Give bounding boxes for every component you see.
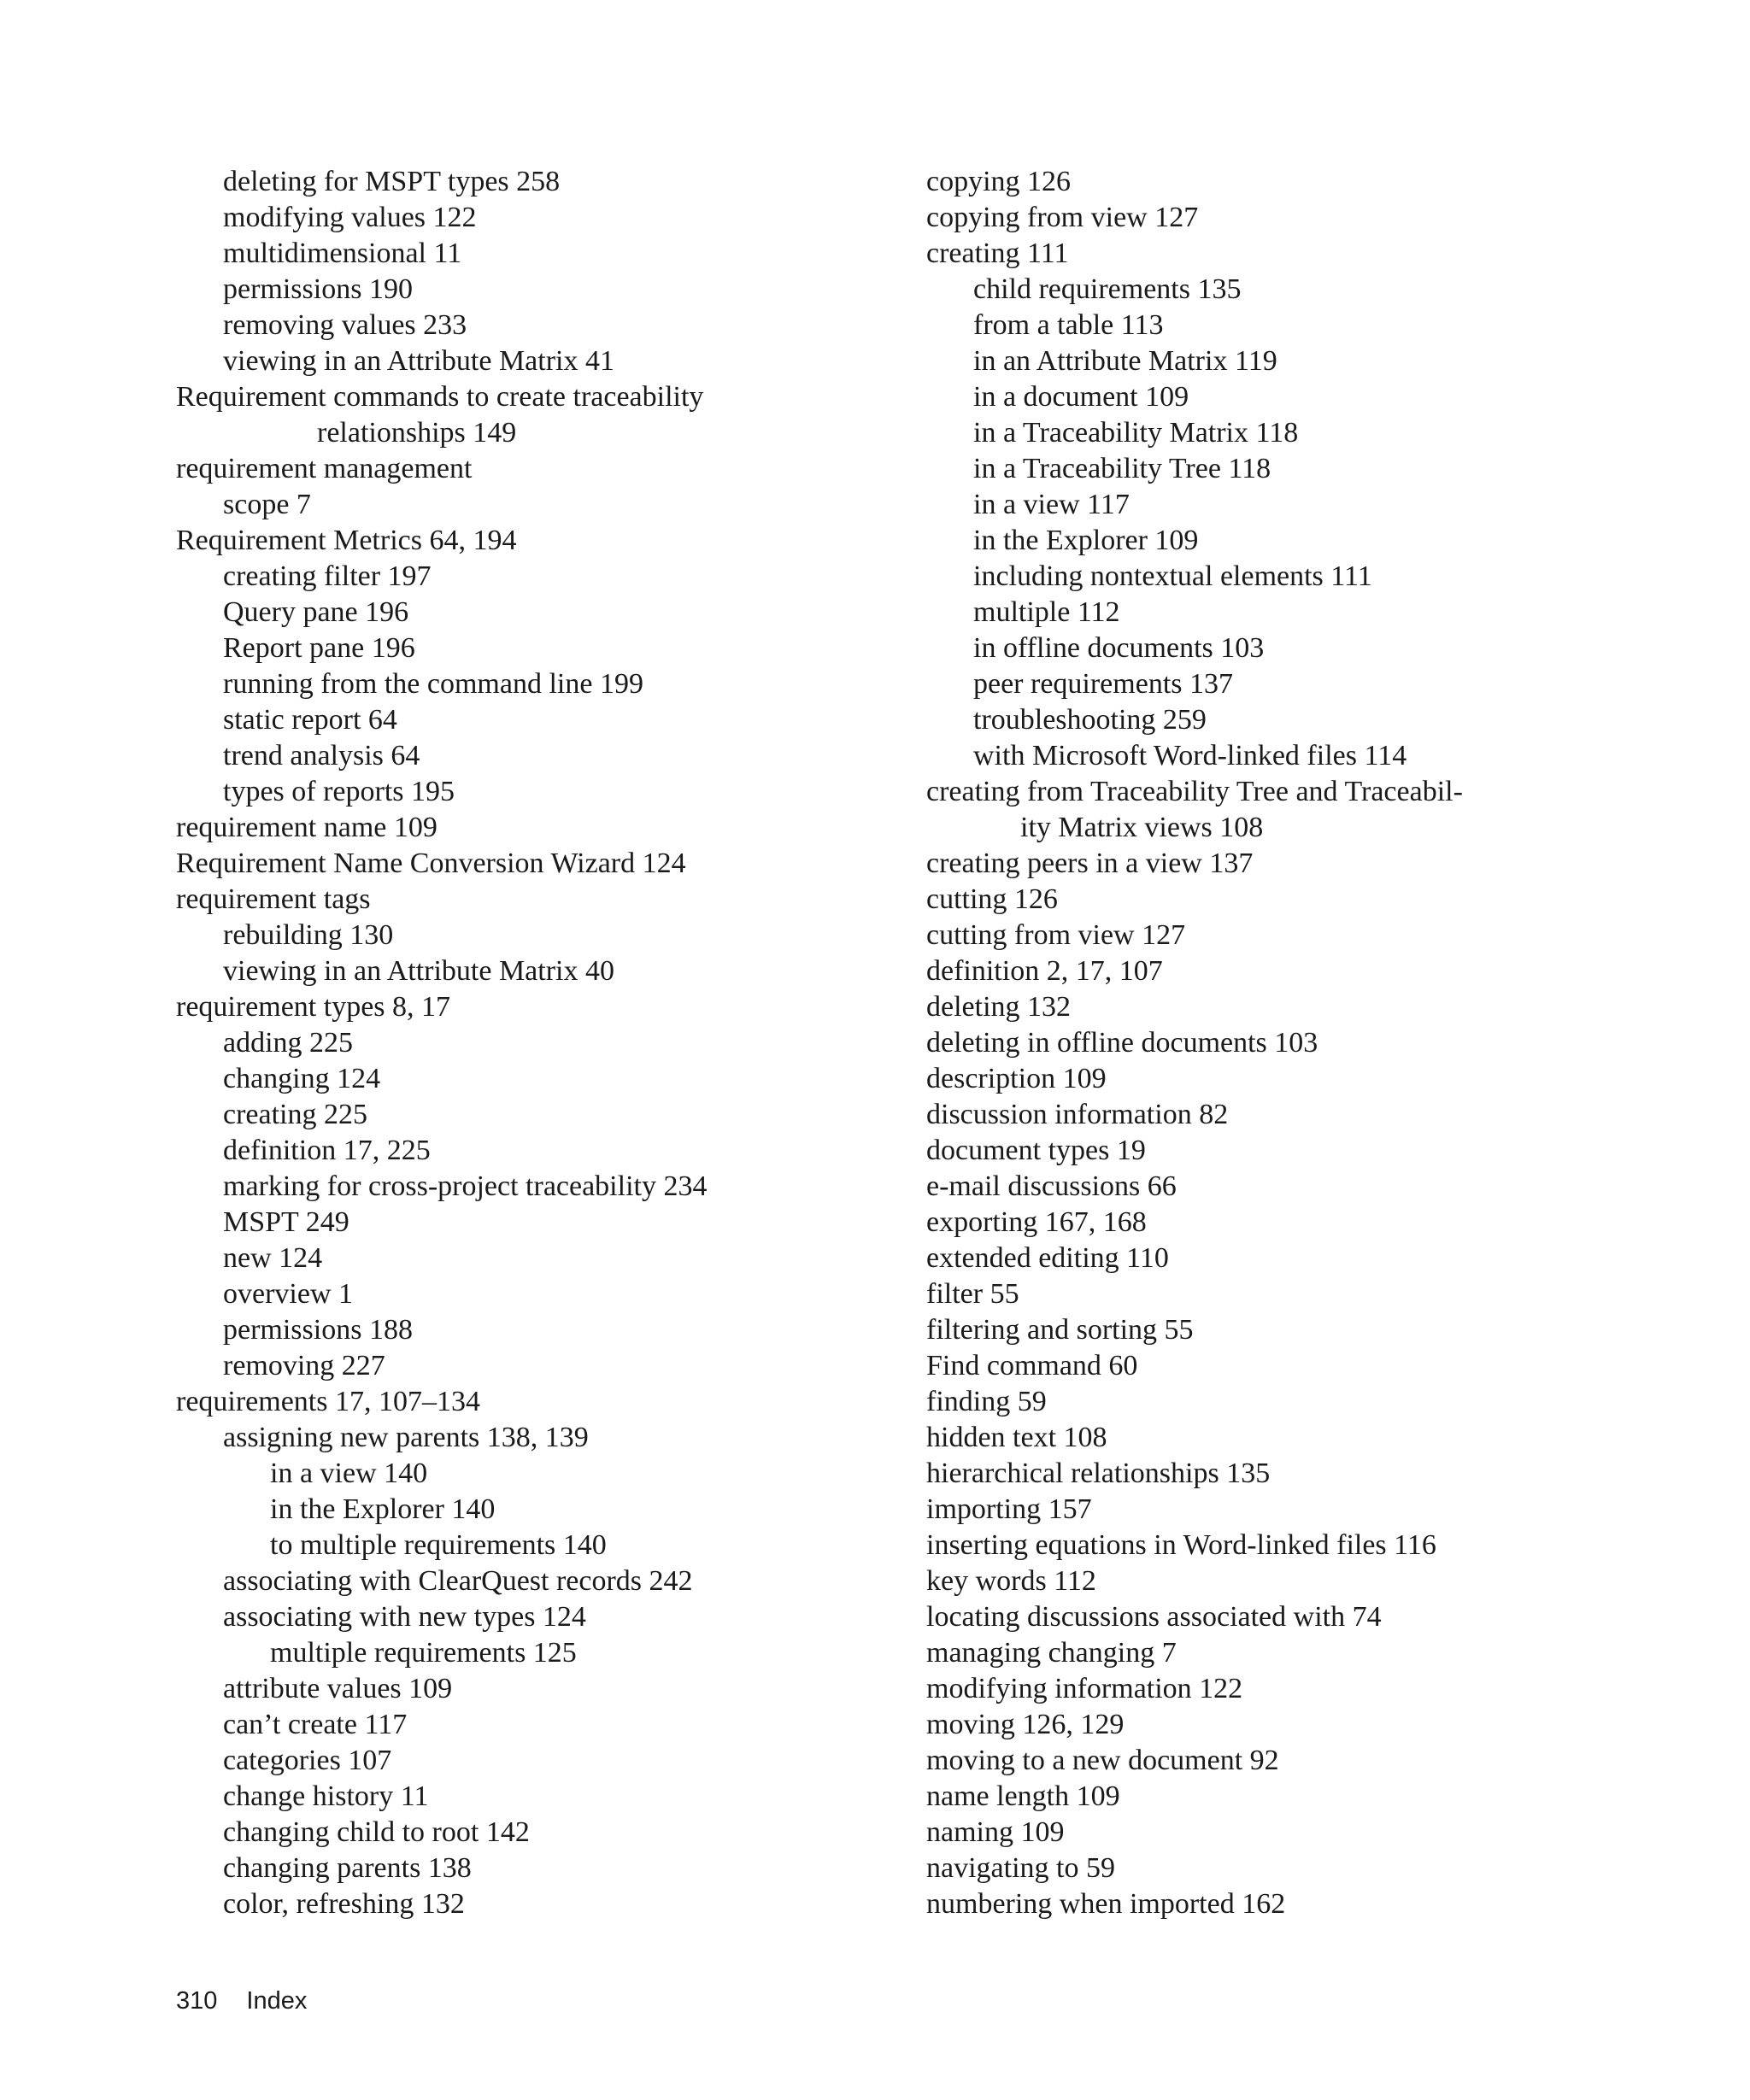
index-entry: deleting in offline documents 103 [926, 1027, 1318, 1059]
index-entry: attribute values 109 [223, 1673, 453, 1704]
index-entry: Requirement commands to create traceability [176, 381, 704, 413]
index-entry: moving 126, 129 [926, 1709, 1125, 1740]
index-entry: in the Explorer 109 [973, 525, 1199, 556]
index-entry: categories 107 [223, 1745, 392, 1776]
index-entry: hierarchical relationships 135 [926, 1458, 1271, 1489]
index-entry: in a Traceability Tree 118 [973, 453, 1271, 484]
index-entry: in offline documents 103 [973, 632, 1265, 664]
index-entry: Requirement Name Conversion Wizard 124 [176, 848, 686, 879]
index-entry: importing 157 [926, 1493, 1092, 1525]
index-entry: multiple 112 [973, 596, 1120, 628]
index-entry: deleting for MSPT types 258 [223, 166, 561, 197]
index-entry: ity Matrix views 108 [1020, 812, 1264, 843]
index-entry: child requirements 135 [973, 273, 1242, 305]
index-entry: Find command 60 [926, 1350, 1138, 1381]
index-entry: moving to a new document 92 [926, 1745, 1279, 1776]
index-entry: relationships 149 [317, 417, 517, 449]
index-entry: name length 109 [926, 1780, 1120, 1812]
index-entry: associating with ClearQuest records 242 [223, 1565, 693, 1597]
index-entry: trend analysis 64 [223, 740, 420, 771]
index-entry: cutting 126 [926, 883, 1058, 915]
section-title: Index [246, 1987, 308, 2015]
index-entry: in a Traceability Matrix 118 [973, 417, 1299, 449]
index-entry: static report 64 [223, 704, 397, 736]
index-entry: scope 7 [223, 489, 311, 520]
index-entry: including nontextual elements 111 [973, 560, 1372, 592]
index-entry: MSPT 249 [223, 1206, 349, 1238]
index-entry: key words 112 [926, 1565, 1096, 1597]
index-entry: in a view 140 [270, 1458, 428, 1489]
index-entry: assigning new parents 138, 139 [223, 1422, 589, 1453]
index-entry: creating peers in a view 137 [926, 848, 1254, 879]
index-entry: in a document 109 [973, 381, 1189, 413]
index-entry: peer requirements 137 [973, 668, 1233, 700]
index-entry: creating filter 197 [223, 560, 432, 592]
index-entry: overview 1 [223, 1278, 354, 1310]
index-entry: filtering and sorting 55 [926, 1314, 1194, 1346]
index-entry: definition 17, 225 [223, 1135, 431, 1166]
index-entry: color, refreshing 132 [223, 1888, 465, 1920]
index-entry: inserting equations in Word-linked files 116 [926, 1529, 1436, 1561]
index-entry: permissions 188 [223, 1314, 413, 1346]
index-entry: exporting 167, 168 [926, 1206, 1147, 1238]
index-entry: modifying information 122 [926, 1673, 1243, 1704]
index-entry: with Microsoft Word-linked files 114 [973, 740, 1407, 771]
index-entry: requirement tags [176, 883, 371, 915]
index-entry: discussion information 82 [926, 1099, 1229, 1130]
index-column-left [176, 164, 911, 1922]
index-entry: viewing in an Attribute Matrix 40 [223, 955, 614, 987]
index-entry: rebuilding 130 [223, 919, 394, 951]
index-entry: extended editing 110 [926, 1242, 1169, 1274]
index-entry: troubleshooting 259 [973, 704, 1207, 736]
index-entry: creating 225 [223, 1099, 367, 1130]
index-entry: definition 2, 17, 107 [926, 955, 1163, 987]
index-entry: deleting 132 [926, 991, 1072, 1023]
index-entry: creating 111 [926, 238, 1069, 269]
index-entry: creating from Traceability Tree and Traceabil- [926, 776, 1463, 807]
page-footer [176, 1987, 307, 2015]
index-entry: to multiple requirements 140 [270, 1529, 607, 1561]
index-entry: change history 11 [223, 1780, 429, 1812]
index-entry: in an Attribute Matrix 119 [973, 345, 1277, 377]
index-entry: multiple requirements 125 [270, 1637, 577, 1669]
index-entry: requirements 17, 107–134 [176, 1386, 480, 1417]
index-column-right [926, 164, 1695, 1922]
index-entry: in the Explorer 140 [270, 1493, 496, 1525]
index-entry: navigating to 59 [926, 1852, 1115, 1884]
index-entry: managing changing 7 [926, 1637, 1177, 1669]
index-entry: can’t create 117 [223, 1709, 408, 1740]
index-entry: requirement name 109 [176, 812, 438, 843]
index-entry: Requirement Metrics 64, 194 [176, 525, 517, 556]
index-entry: associating with new types 124 [223, 1601, 586, 1633]
index-entry: marking for cross-project traceability 234 [223, 1170, 708, 1202]
index-entry: hidden text 108 [926, 1422, 1107, 1453]
index-entry: changing child to root 142 [223, 1816, 530, 1848]
index-entry: description 109 [926, 1063, 1107, 1094]
index-entry: removing values 233 [223, 309, 467, 341]
index-entry: cutting from view 127 [926, 919, 1186, 951]
index-entry: requirement management [176, 453, 473, 484]
index-entry: copying 126 [926, 166, 1072, 197]
index-entry: permissions 190 [223, 273, 413, 305]
index-entry: removing 227 [223, 1350, 385, 1381]
index-entry: changing parents 138 [223, 1852, 472, 1884]
index-entry: running from the command line 199 [223, 668, 643, 700]
index-entry: types of reports 195 [223, 776, 455, 807]
index-entry: multidimensional 11 [223, 238, 462, 269]
index-entry: adding 225 [223, 1027, 354, 1059]
index-entry: from a table 113 [973, 309, 1164, 341]
index-entry: filter 55 [926, 1278, 1019, 1310]
index-entry: locating discussions associated with 74 [926, 1601, 1382, 1633]
index-entry: new 124 [223, 1242, 323, 1274]
index-entry: document types 19 [926, 1135, 1146, 1166]
index-entry: modifying values 122 [223, 202, 477, 233]
index-entry: viewing in an Attribute Matrix 41 [223, 345, 614, 377]
index-entry: naming 109 [926, 1816, 1065, 1848]
index-entry: Query pane 196 [223, 596, 409, 628]
page-number: 310 [176, 1987, 218, 2015]
index-entry: finding 59 [926, 1386, 1047, 1417]
index-entry: requirement types 8, 17 [176, 991, 451, 1023]
index-entry: changing 124 [223, 1063, 381, 1094]
index-entry: Report pane 196 [223, 632, 415, 664]
index-entry: e-mail discussions 66 [926, 1170, 1177, 1202]
index-entry: copying from view 127 [926, 202, 1199, 233]
index-entry: in a view 117 [973, 489, 1130, 520]
index-entry: numbering when imported 162 [926, 1888, 1286, 1920]
